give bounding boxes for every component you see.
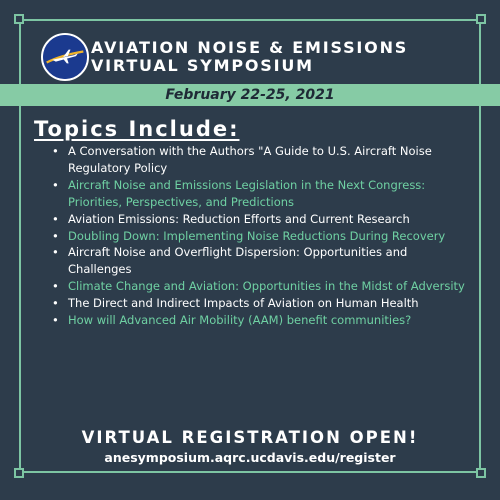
frame-corner-square bbox=[476, 468, 486, 478]
frame-corner-square bbox=[476, 14, 486, 24]
event-title-line2: VIRTUAL SYMPOSIUM bbox=[91, 56, 314, 75]
topic-item: • Aviation Emissions: Reduction Efforts and Current Research bbox=[68, 211, 468, 228]
date-banner bbox=[0, 84, 500, 106]
topic-item: • Doubling Down: Implementing Noise Reductions During Recovery bbox=[68, 228, 468, 245]
topics-list bbox=[68, 143, 468, 329]
topics-heading: Topics Include: bbox=[34, 117, 240, 141]
topic-item: • Climate Change and Aviation: Opportunities in the Midst of Adversity bbox=[68, 278, 468, 295]
event-title-line1: AVIATION NOISE & EMISSIONS bbox=[91, 38, 409, 57]
registration-url[interactable]: anesymposium.aqrc.ucdavis.edu/register bbox=[104, 450, 396, 465]
frame-corner-square bbox=[14, 14, 24, 24]
registration-banner: VIRTUAL REGISTRATION OPEN! bbox=[81, 428, 419, 447]
topic-item: • Aircraft Noise and Overflight Dispersion: Opportunities and Challenges bbox=[68, 244, 468, 278]
frame-corner-square bbox=[14, 468, 24, 478]
topic-item: • Aircraft Noise and Emissions Legislation in the Next Congress: Priorities, Perspectives, and Predictions bbox=[68, 177, 468, 211]
topic-item: • The Direct and Indirect Impacts of Aviation on Human Health bbox=[68, 295, 468, 312]
event-date: February 22-25, 2021 bbox=[165, 87, 335, 103]
topic-item: • A Conversation with the Authors "A Guide to U.S. Aircraft Noise Regulatory Policy bbox=[68, 143, 468, 177]
topic-item: • How will Advanced Air Mobility (AAM) benefit communities? bbox=[68, 312, 468, 329]
airplane-logo-icon bbox=[41, 33, 89, 81]
event-title bbox=[91, 39, 491, 75]
